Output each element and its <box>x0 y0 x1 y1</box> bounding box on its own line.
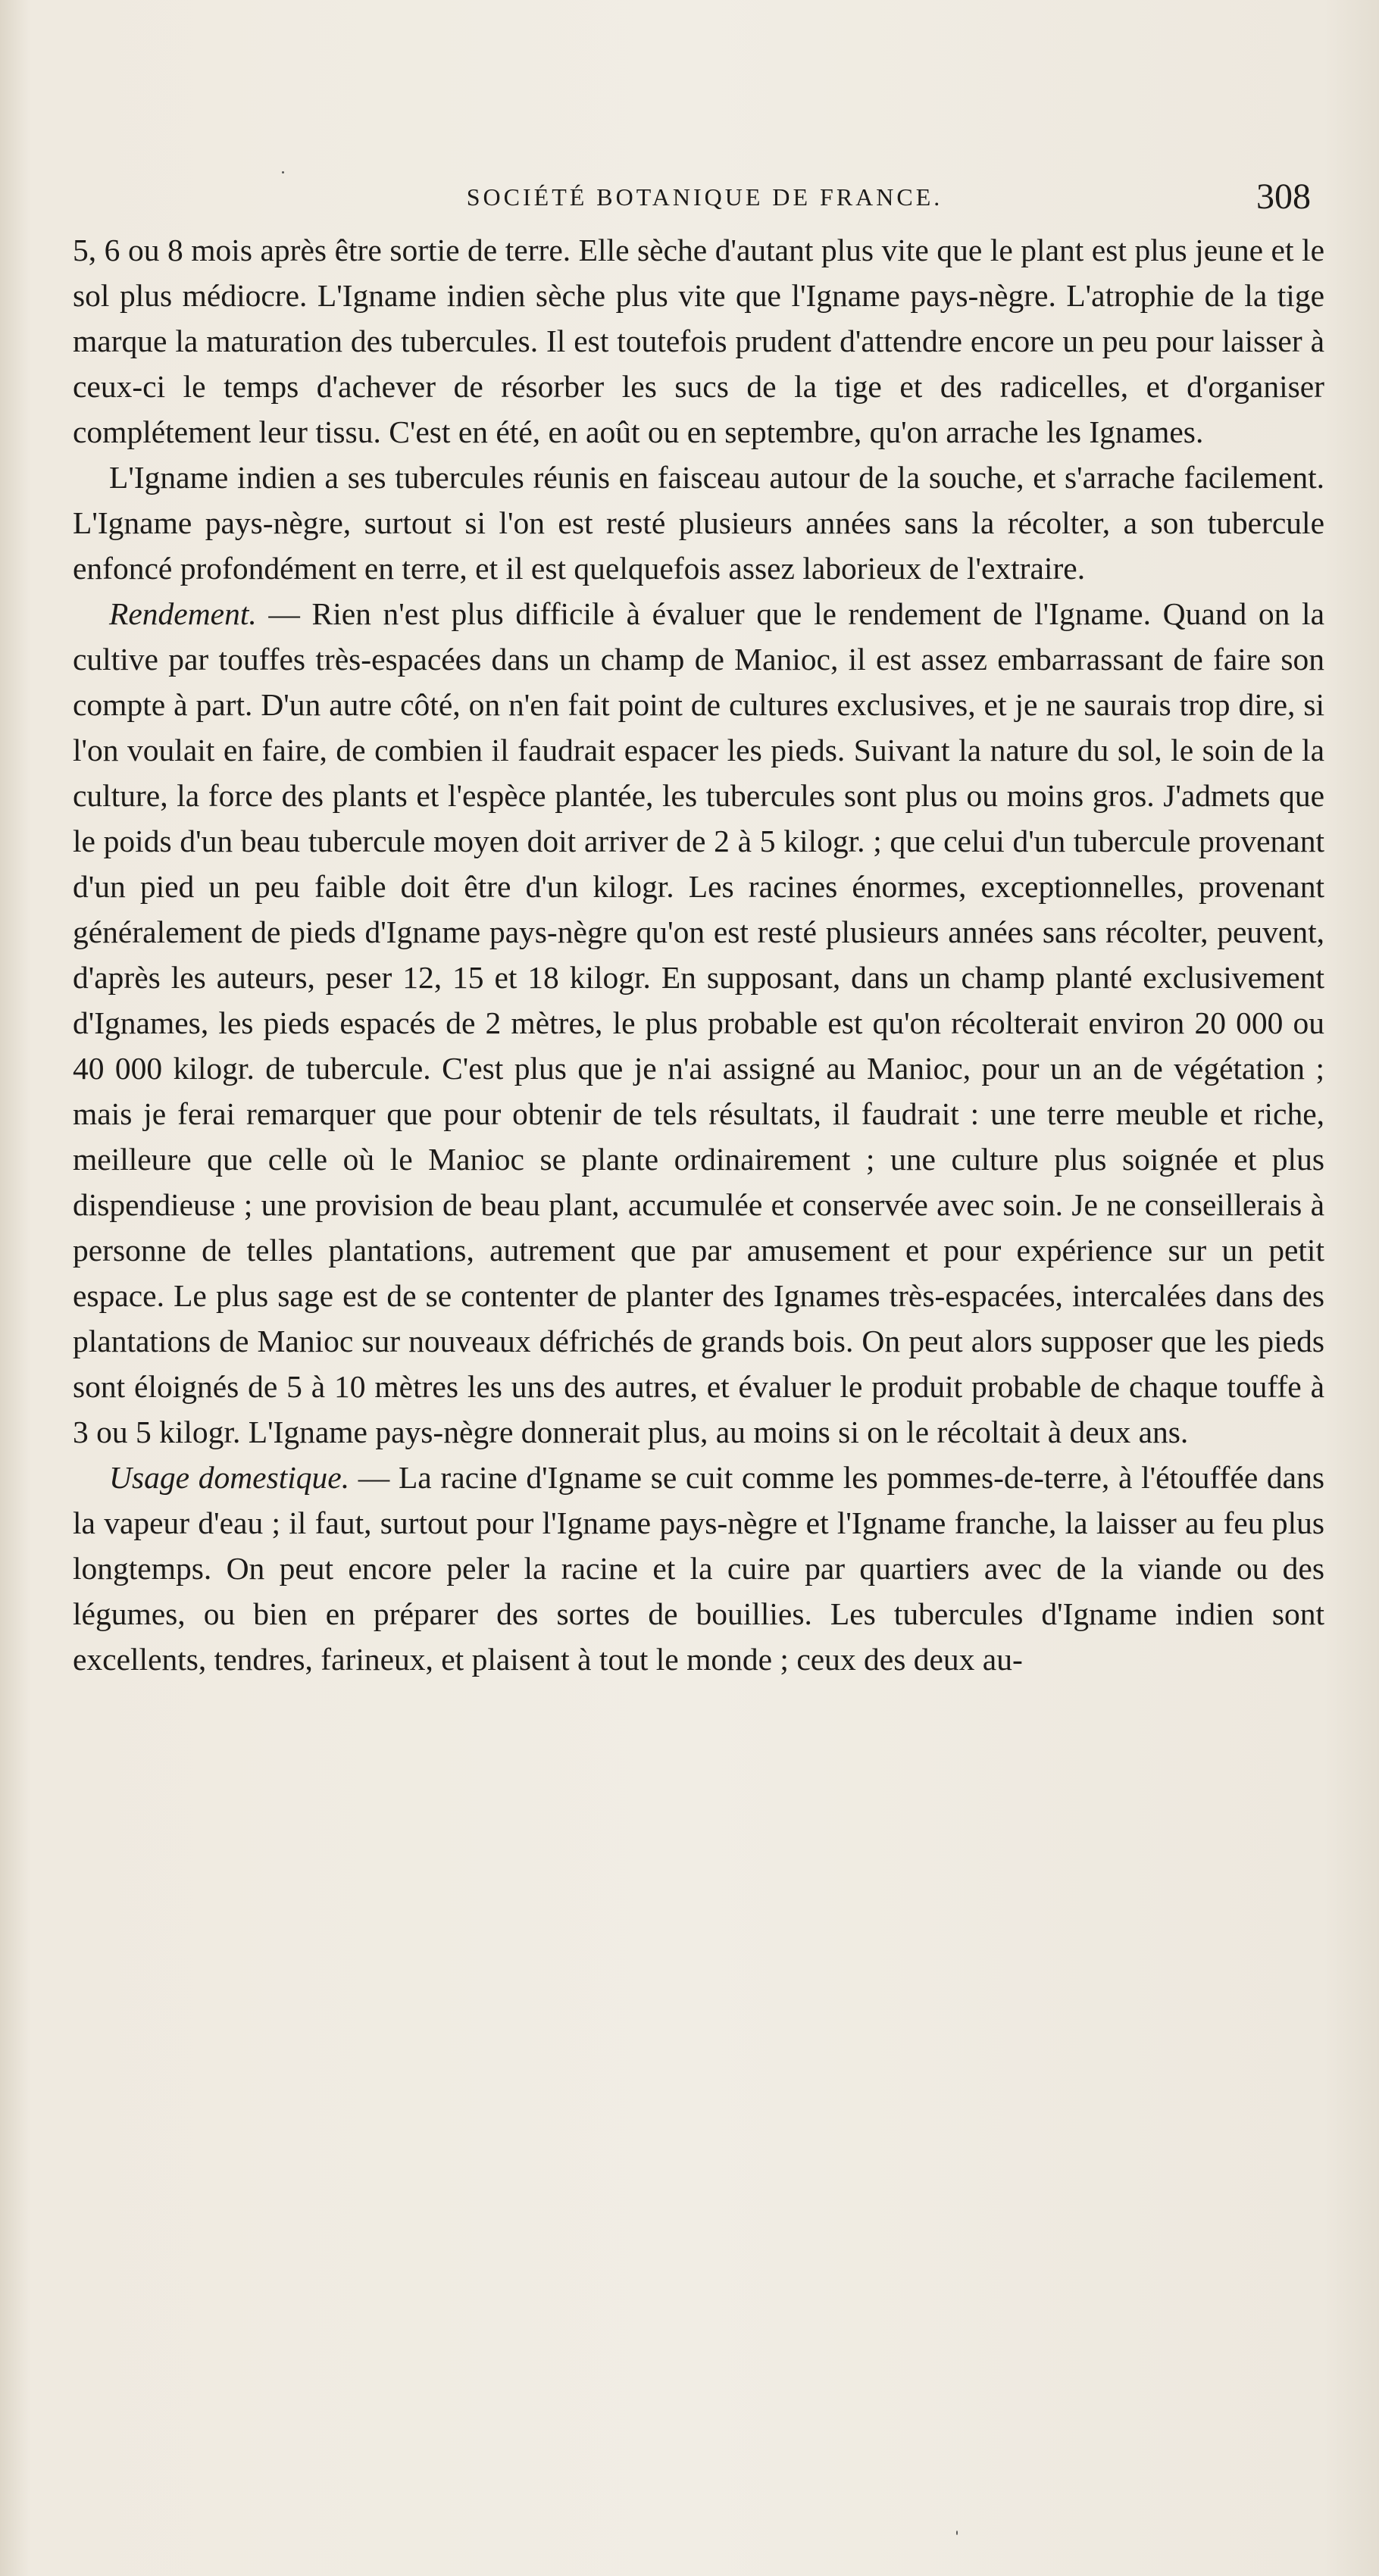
page-header <box>76 176 1334 229</box>
paragraph-1 <box>73 227 1324 455</box>
paragraph-usage-domestique <box>73 1455 1324 1682</box>
section-lead-rendement: Rendement. <box>109 596 257 631</box>
paragraph-2 <box>73 455 1324 591</box>
paragraph-text: — La racine d'Igname se cuit comme les pommes-de-terre, à l'étouffée dans la vapeur d'eau ; il faut, surtout pour l'Igname pays-nègre et l'Igname franche, la laisser au feu plus longtemps. On peut encore peler la racine et la cuire par quartiers avec de la viande ou des légumes, ou bien en préparer des sortes de bouillies. Les tubercules d'Igname indien sont excellents, tendres, farineux, et plaisent à tout le monde ; ceux des deux au- <box>73 1460 1325 1677</box>
paragraph-text: — Rien n'est plus difficile à évaluer que le rendement de l'Igname. Quand on la cultive par touffes très-espacées dans un champ de Manioc, il est assez embarrassant de faire son compte à part. D'un autre côté, on n'en fait point de cultures exclusives, et je ne saurais trop dire, si l'on voulait en faire, de combien il faudrait espacer les pieds. Suivant la nature du sol, le soin de la culture, la force des plants et l'espèce plantée, les tubercules sont plus ou moins gros. J'admets que le poids d'un beau tubercule moyen doit arriver de 2 à 5 kilogr. ; que celui d'un tubercule provenant d'un pied un peu faible doit être d'un kilogr. Les racines énormes, exceptionnelles, provenant généralement de pieds d'Igname pays-nègre qu'on est resté plusieurs années sans récolter, peuvent, d'après les auteurs, peser 12, 15 et 18 kilogr. En supposant, dans un champ planté exclusivement d'Ignames, les pieds espacés de 2 mètres, le plus probable est qu'on récolterait environ 20 000 ou 40 000 kilogr. de tubercule. C'est plus que je n'ai assigné au Manioc, pour un an de végétation ; mais je ferai remarquer que pour obtenir de tels résultats, il faudrait : une terre meuble et riche, meilleure que celle où le Manioc se plante ordinairement ; une culture plus soignée et plus dispendieuse ; une provision de beau plant, accumulée et conservée avec soin. Je ne conseillerais à personne de telles plantations, autrement que par amusement et pour expérience sur un petit espace. Le plus sage est de se contenter de planter des Ignames très-espacées, intercalées dans des plantations de Manioc sur nouveaux défrichés de grands bois. On peut alors supposer que les pieds sont éloignés de 5 à 10 mètres les uns des autres, et évaluer le produit probable de chaque touffe à 3 ou 5 kilogr. L'Igname pays-nègre donnerait plus, au moins si on le récoltait à deux ans. <box>73 596 1324 1449</box>
paragraph-rendement <box>73 591 1324 1455</box>
paragraph-text: 5, 6 ou 8 mois après être sortie de terre. Elle sèche d'autant plus vite que le plant est plus jeune et le sol plus médiocre. L'Igname indien sèche plus vite que l'Igname pays-nègre. L'atrophie de la tige marque la maturation des tubercules. Il est toutefois prudent d'attendre encore un peu pour laisser à ceux-ci le temps d'achever de résorber les sucs de la tige et des radicelles, et d'organiser complétement leur tissu. C'est en été, en août ou en septembre, qu'on arrache les Ignames. <box>73 233 1324 449</box>
section-lead-usage-domestique: Usage domestique. <box>109 1460 350 1495</box>
body-text <box>73 227 1324 1682</box>
paragraph-text: L'Igname indien a ses tubercules réunis en faisceau autour de la souche, et s'arrache facilement. L'Igname pays-nègre, surtout si l'on est resté plusieurs années sans la récolter, a son tubercule enfoncé profondément en terre, et il est quelquefois assez laborieux de l'extraire. <box>73 460 1324 586</box>
paper-speck <box>956 2531 958 2535</box>
paper-speck <box>282 171 284 174</box>
running-title: SOCIÉTÉ BOTANIQUE DE FRANCE. <box>466 183 943 211</box>
page-number: 308 <box>1256 177 1311 217</box>
